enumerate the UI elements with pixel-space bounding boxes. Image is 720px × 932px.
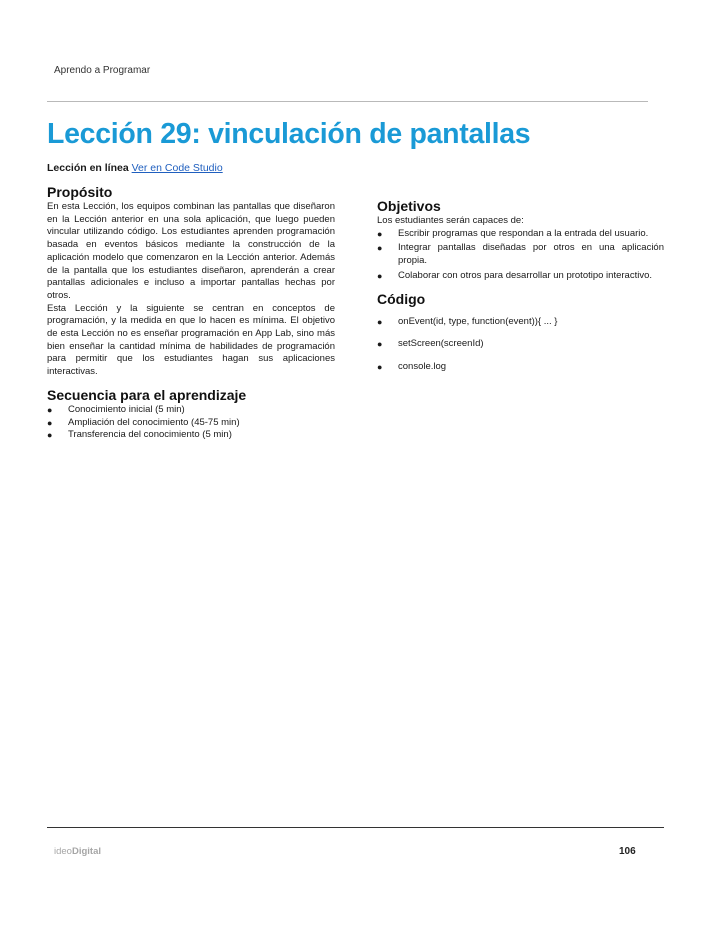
running-header: Aprendo a Programar — [54, 65, 151, 76]
footer-brand: ideoDigital — [54, 846, 101, 857]
list-item: ● Colaborar con otros para desarrollar un prototipo interactivo. — [377, 269, 652, 281]
online-lesson-line — [47, 162, 223, 174]
bullet-icon: ● — [377, 270, 383, 281]
right-column — [377, 198, 664, 384]
bullet-icon: ● — [47, 417, 53, 428]
bullet-icon: ● — [47, 430, 53, 441]
list-item: ● setScreen(screenId) — [377, 338, 484, 350]
code-heading: Código — [377, 290, 426, 307]
online-lesson-label: Lección en línea — [47, 162, 129, 174]
purpose-paragraph: En esta Lección, los equipos combinan las pantallas que diseñaron en la Lección anterior en una sola aplicación, que luego pueden vincular utilizando código. Los estudiantes aprenden programación basada en eventos básicos mediante la construcción de la aplicación modelo que comenzaron en la Lección anterior. Además de la pantalla que los estudiantes diseñaron, aprenderán a crear pantallas adicionales e incluso a importar pantallas hechas por otros. — [47, 201, 335, 301]
bullet-icon: ● — [377, 316, 383, 327]
purpose-heading: Propósito — [47, 184, 113, 200]
list-item: ● Integrar pantallas diseñadas por otros en una aplicación propia. — [377, 242, 664, 267]
bullet-icon: ● — [47, 404, 53, 415]
objectives-intro: Los estudiantes serán capaces de: — [377, 215, 524, 226]
list-item: ● Ampliación del conocimiento (45-75 min) — [47, 416, 240, 428]
sequence-heading: Secuencia para el aprendizaje — [47, 386, 247, 403]
footer-divider — [47, 827, 664, 828]
purpose-paragraph: Esta Lección y la siguiente se centran en conceptos de programación, y la medida en que lo hacen es mínima. El objetivo de esta Lección no es enseñar programación en App Lab, sino más bien enseñar la cantidad mínima de habilidades de programación para permitir que los estudiantes hagan sus aplicaciones interactivas. — [47, 302, 335, 378]
list-item: ● Escribir programas que respondan a la entrada del usuario. — [377, 227, 649, 239]
left-column — [47, 184, 335, 442]
list-item: ● console.log — [377, 360, 447, 372]
bullet-icon: ● — [377, 243, 383, 254]
objectives-list — [377, 228, 664, 283]
code-studio-link[interactable]: Ver en Code Studio — [131, 162, 223, 174]
code-list — [377, 316, 664, 374]
sequence-list — [47, 404, 335, 442]
objectives-heading: Objetivos — [377, 198, 441, 214]
bullet-icon: ● — [377, 361, 383, 372]
list-item: ● Transferencia del conocimiento (5 min) — [47, 429, 232, 441]
list-item: ● Conocimiento inicial (5 min) — [47, 403, 185, 415]
bullet-icon: ● — [377, 228, 383, 239]
page-number: 106 — [619, 846, 636, 857]
bullet-icon: ● — [377, 339, 383, 350]
header-divider — [47, 101, 648, 102]
list-item: ● onEvent(id, type, function(event)){ ... } — [377, 315, 558, 327]
page-title: Lección 29: vinculación de pantallas — [47, 118, 531, 150]
